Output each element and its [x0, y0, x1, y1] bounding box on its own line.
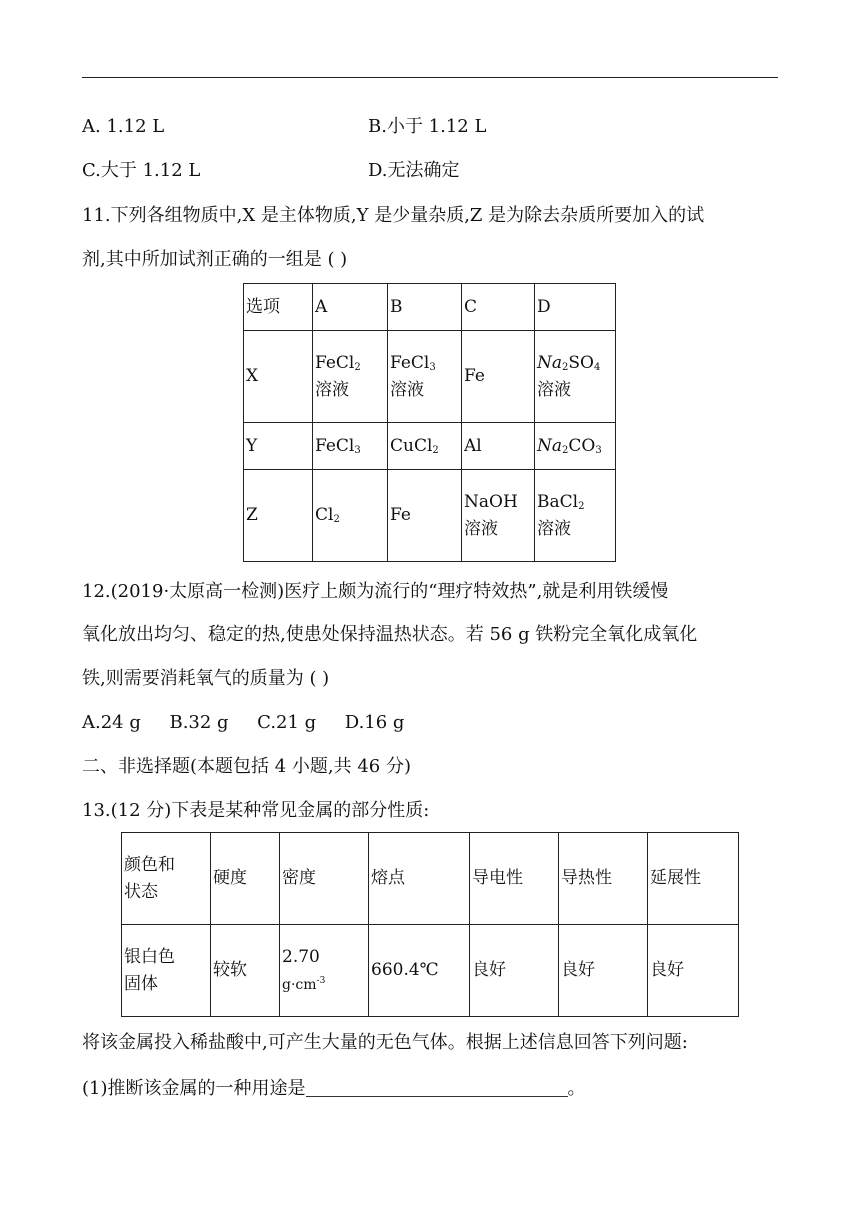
table-cell: BaCl$_2$ 溶液: [535, 470, 616, 562]
table-header-cell: 导热性: [559, 833, 648, 925]
table-header-cell: D: [535, 284, 616, 331]
table-header-cell: C: [462, 284, 535, 331]
q10-option-a: A. 1.12 L: [82, 116, 165, 137]
q11-stem-line1: 11.下列各组物质中,X 是主体物质,Y 是少量杂质,Z 是为除去杂质所要加入的试: [82, 205, 705, 226]
q13-intro: 13.(12 分)下表是某种常见金属的部分性质:: [82, 800, 430, 821]
row-label: Z: [244, 470, 313, 562]
table-header-cell: 熔点: [369, 833, 470, 925]
table-cell: $Cl_2$: [313, 470, 388, 562]
table-row: [244, 331, 616, 423]
table-cell: 良好: [559, 925, 648, 1017]
q11-table: [243, 283, 616, 562]
table-cell: FeCl$_2$ 溶液: [313, 331, 388, 423]
section-heading: 二、非选择题(本题包括 4 小题,共 46 分): [82, 756, 412, 777]
table-header-cell: 延展性: [648, 833, 739, 925]
q13-subquestion-1: (1)推断该金属的一种用途是 。: [82, 1078, 586, 1099]
table-cell: CuCl$_2$: [388, 423, 462, 470]
row-label: Y: [244, 423, 313, 470]
q10-option-b: B.小于 1.12 L: [368, 116, 487, 137]
table-cell: 较软: [211, 925, 280, 1017]
q10-option-c: C.大于 1.12 L: [82, 160, 201, 181]
q12-stem-line1: 12.(2019·太原高一检测)医疗上颇为流行的“理疗特效热”,就是利用铁缓慢: [82, 581, 669, 602]
table-header-cell: 选项: [244, 284, 313, 331]
table-row: [122, 833, 739, 925]
table-cell: 2.70 $g\cdot cm^{-3}$: [280, 925, 369, 1017]
table-header-cell: 导电性: [470, 833, 559, 925]
row-label: X: [244, 331, 313, 423]
table-cell: $Na_2CO_3$: [535, 423, 616, 470]
table-cell: Fe: [462, 331, 535, 423]
table-header-cell: B: [388, 284, 462, 331]
table-cell: 银白色 固体: [122, 925, 211, 1017]
table-cell: 良好: [648, 925, 739, 1017]
q11-stem-line2: 剂,其中所加试剂正确的一组是 ( ): [82, 249, 348, 270]
table-header-cell: 颜色和 状态: [122, 833, 211, 925]
table-cell: NaOH 溶液: [462, 470, 535, 562]
table-header-cell: 硬度: [211, 833, 280, 925]
table-cell: 良好: [470, 925, 559, 1017]
q12-options: A.24 g B.32 g C.21 g D.16 g: [82, 712, 405, 733]
table-cell: FeCl$_3$: [313, 423, 388, 470]
table-cell: $Na_2SO_4$ 溶液: [535, 331, 616, 423]
table-cell: Al: [462, 423, 535, 470]
table-header-cell: 密度: [280, 833, 369, 925]
table-cell: 660.4℃: [369, 925, 470, 1017]
table-row: [244, 423, 616, 470]
table-cell: FeCl$_3$ 溶液: [388, 331, 462, 423]
table-cell: Fe: [388, 470, 462, 562]
q10-option-d: D.无法确定: [368, 160, 460, 181]
q13-description: 将该金属投入稀盐酸中,可产生大量的无色气体。根据上述信息回答下列问题:: [82, 1032, 688, 1053]
answer-blank[interactable]: [306, 1078, 568, 1097]
q12-stem-line3: 铁,则需要消耗氧气的质量为 ( ): [82, 668, 330, 689]
table-row: [122, 925, 739, 1017]
top-rule: [82, 77, 778, 78]
q13-table: [121, 832, 739, 1017]
table-header-cell: A: [313, 284, 388, 331]
table-row: [244, 470, 616, 562]
q12-stem-line2: 氧化放出均匀、稳定的热,使患处保持温热状态。若 56 g 铁粉完全氧化成氧化: [82, 624, 698, 645]
